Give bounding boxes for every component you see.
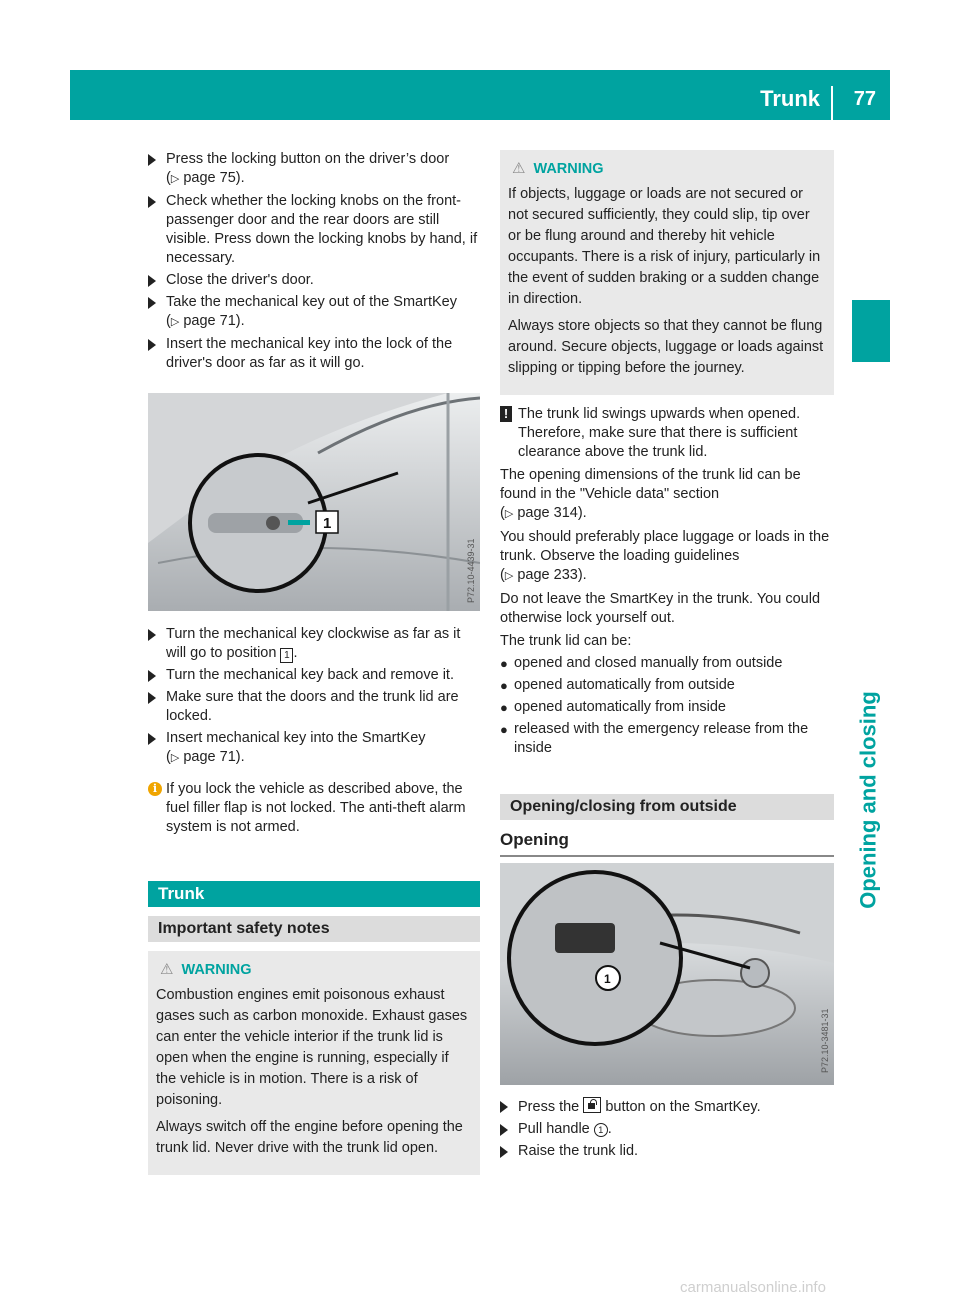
page-ref[interactable]: page 233). <box>517 567 587 583</box>
step-item <box>148 688 480 726</box>
page-ref[interactable]: page 71). <box>183 749 245 765</box>
step-arrow-icon <box>148 275 156 287</box>
warning-paragraph: Always store objects so that they cannot be flung around. Secure objects, luggage or loads against slipping or tipping before the journey. <box>508 318 824 376</box>
page-ref-icon: ▷ <box>504 570 514 582</box>
step-item: Raise the trunk lid. <box>500 1142 834 1161</box>
step-text: Insert mechanical key into the SmartKey <box>166 730 426 746</box>
list-item: ● opened automatically from inside <box>500 699 726 715</box>
warning-box <box>500 150 834 395</box>
left-column <box>148 150 480 1175</box>
subsection-heading: Opening/closing from outside <box>500 794 834 820</box>
side-tab <box>848 660 888 940</box>
warning-title: ⚠ WARNING <box>512 160 604 177</box>
info-note <box>148 780 480 837</box>
warning-title: ⚠ WARNING <box>160 961 252 978</box>
callout-circle-label: 1 <box>594 1123 608 1137</box>
step-arrow-icon <box>148 670 156 682</box>
step-item: Take the mechanical key out of the SmartKey (▷ page 71). <box>148 293 480 332</box>
step-item <box>148 666 480 685</box>
step-item: Press the button on the SmartKey. <box>500 1097 834 1117</box>
page-number: 77 <box>853 88 876 110</box>
subsection-heading: Important safety notes <box>148 916 480 942</box>
section-subheading: Opening <box>500 830 834 857</box>
step-text: Take the mechanical key out of the SmartKey <box>166 294 457 310</box>
page-ref-icon: ▷ <box>504 508 514 520</box>
paragraph: You should preferably place luggage or loads in the trunk. Observe the loading guidelines (▷ page 233). <box>500 529 830 583</box>
position-key-label: 1 <box>280 648 293 663</box>
side-tab-label: Opening and closing <box>855 691 881 909</box>
paragraph: The trunk lid can be: <box>500 633 632 649</box>
page-ref-icon: ▷ <box>170 752 180 764</box>
list-item: ● opened automatically from outside <box>500 677 735 693</box>
step-arrow-icon <box>148 297 156 309</box>
door-lock-illustration <box>148 393 480 611</box>
exclamation-icon: ! <box>500 406 512 422</box>
step-text: Check whether the locking knobs on the front-passenger door and the rear doors are still visible. Press down the locking knobs by hand, if necessary. <box>166 193 478 266</box>
step-arrow-icon <box>148 154 156 166</box>
page-ref[interactable]: page 314). <box>517 505 587 521</box>
callout-label: 1 <box>323 515 332 532</box>
warning-triangle-icon: ⚠ <box>512 160 526 177</box>
bullet-icon: ● <box>500 700 508 715</box>
step-text: Make sure that the doors and the trunk lid are locked. <box>166 689 459 724</box>
step-item: Pull handle 1 . <box>500 1120 834 1139</box>
section-heading: Trunk <box>148 881 480 907</box>
step-arrow-icon <box>500 1124 508 1136</box>
bullet-icon: ● <box>500 722 508 737</box>
trunk-handle-figure <box>500 863 834 1085</box>
header-title: Trunk <box>760 86 820 111</box>
door-lock-figure <box>148 393 480 611</box>
step-arrow-icon <box>148 692 156 704</box>
warning-paragraph: If objects, luggage or loads are not secured or not secured sufficiently, they could slip, tip over or be flung around and thereby hit vehicle occupants. There is a risk of injury, particularly in the event of sudden braking or a sudden change in direction. <box>508 186 821 307</box>
step-arrow-icon <box>148 733 156 745</box>
step-text: Press the locking button on the driver’s door <box>166 151 450 167</box>
info-icon: i <box>148 782 162 796</box>
step-text: Turn the mechanical key back and remove it. <box>166 667 454 683</box>
caution-note <box>500 405 834 462</box>
page-ref[interactable]: page 71). <box>183 313 245 329</box>
page-ref-icon: ▷ <box>170 173 180 185</box>
page-ref-icon: ▷ <box>170 316 180 328</box>
figure-code: P72.10-3481-31 <box>820 1008 830 1073</box>
footer-watermark: carmanualsonline.info <box>680 1279 826 1296</box>
paragraph: Do not leave the SmartKey in the trunk. You could otherwise lock yourself out. <box>500 591 821 626</box>
step-item <box>148 271 480 290</box>
step-text: Turn the mechanical key clockwise as far as it will go to position <box>166 626 461 661</box>
step-arrow-icon <box>148 196 156 208</box>
page-ref[interactable]: page 75). <box>183 170 245 186</box>
step-text: Close the driver's door. <box>166 272 314 288</box>
side-tab-block <box>852 300 890 362</box>
list-item: ● opened and closed manually from outside <box>500 655 783 671</box>
bullet-icon: ● <box>500 656 508 671</box>
step-item: Press the locking button on the driver’s door (▷ page 75). <box>148 150 480 189</box>
step-arrow-icon <box>148 339 156 351</box>
step-text: Insert the mechanical key into the lock of the driver's door as far as it will go. <box>166 336 453 371</box>
step-item: Insert mechanical key into the SmartKey (▷ page 71). <box>148 729 480 768</box>
step-item: Turn the mechanical key clockwise as far as it will go to position 1 . <box>148 625 480 663</box>
list-item: ● released with the emergency release from the inside <box>500 721 809 756</box>
unlock-icon <box>583 1097 601 1113</box>
header-bar <box>70 70 890 120</box>
callout-label: 1 <box>604 972 611 986</box>
paragraph: The opening dimensions of the trunk lid can be found in the "Vehicle data" section (▷ page 314). <box>500 467 801 521</box>
bullet-icon: ● <box>500 678 508 693</box>
caution-text: The trunk lid swings upwards when opened. Therefore, make sure that there is sufficient clearance above the trunk lid. <box>518 406 801 460</box>
header-separator <box>831 86 833 120</box>
step-item <box>148 192 480 268</box>
warning-triangle-icon: ⚠ <box>160 961 174 978</box>
step-arrow-icon <box>500 1146 508 1158</box>
warning-box <box>148 951 480 1175</box>
warning-paragraph: Always switch off the engine before opening the trunk lid. Never drive with the trunk lid open. <box>156 1119 463 1156</box>
trunk-handle-illustration <box>500 863 834 1085</box>
right-column <box>500 150 834 1164</box>
step-item <box>148 335 480 373</box>
warning-paragraph: Combustion engines emit poisonous exhaust gases such as carbon monoxide. Exhaust gases can enter the vehicle interior if the trunk lid is open when the engine is running, especially if the vehicle is in motion. There is a risk of poisoning. <box>156 987 468 1108</box>
step-arrow-icon <box>500 1101 508 1113</box>
step-arrow-icon <box>148 629 156 641</box>
figure-code: P72.10-4439-31 <box>466 538 476 603</box>
info-text: If you lock the vehicle as described above, the fuel filler flap is not locked. The anti-theft alarm system is not armed. <box>166 781 466 835</box>
